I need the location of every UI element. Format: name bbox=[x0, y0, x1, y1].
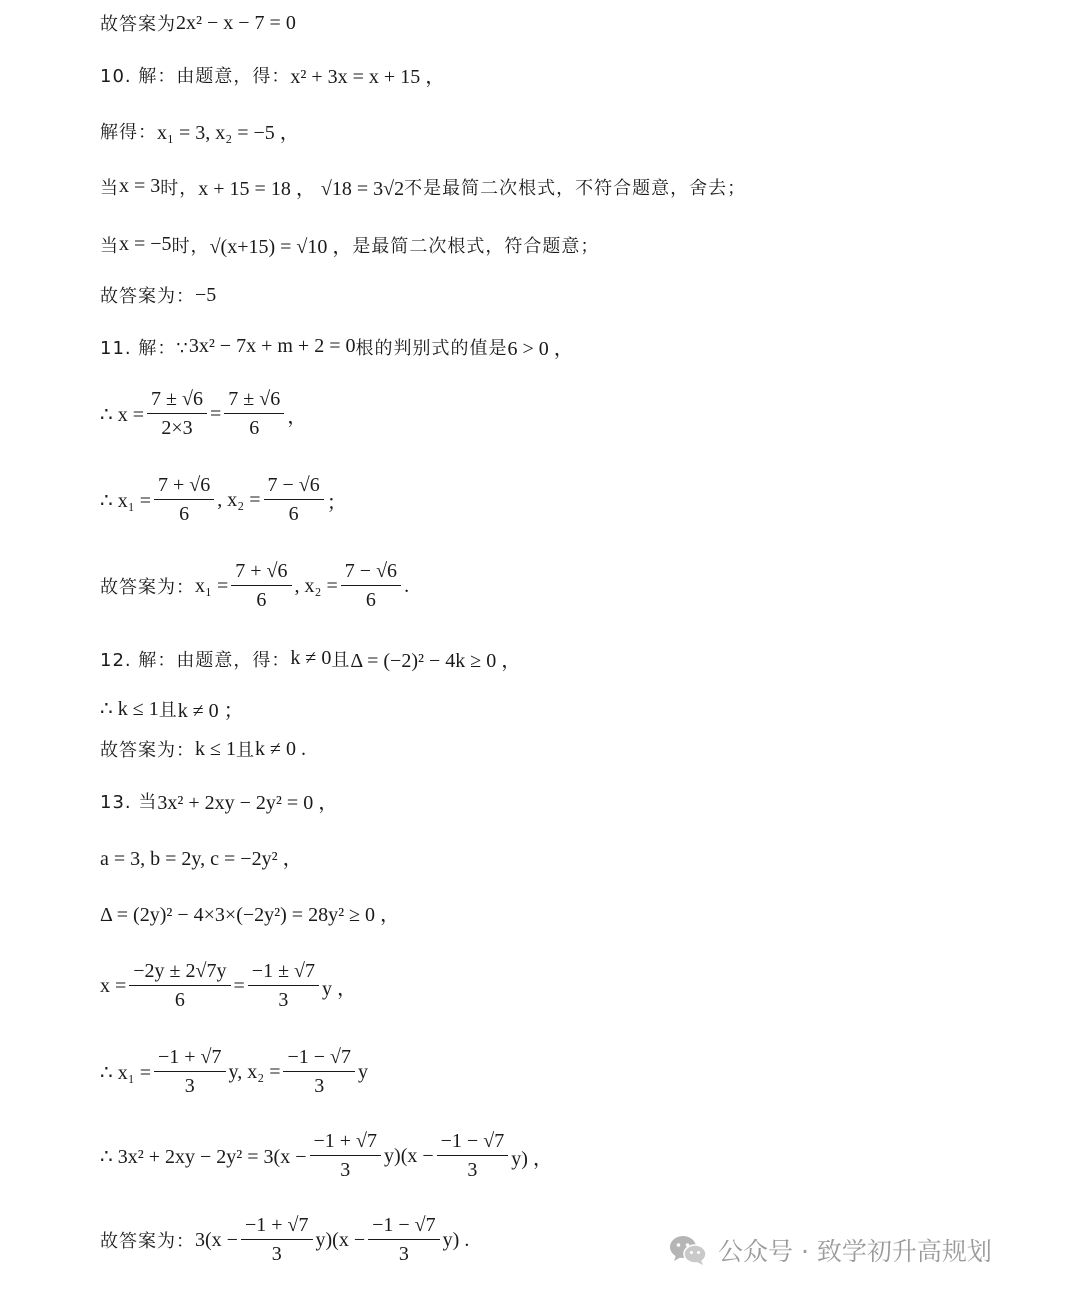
math: y bbox=[358, 1060, 369, 1083]
answer-line bbox=[100, 560, 409, 612]
math: . bbox=[404, 574, 410, 597]
math: x = 3 bbox=[119, 175, 161, 197]
text: 12. 解：由题意，得： bbox=[100, 649, 291, 671]
text: 且 bbox=[331, 649, 351, 671]
answer-line bbox=[100, 736, 306, 762]
numerator: 7 ± √6 bbox=[224, 388, 284, 414]
solution-line bbox=[100, 116, 300, 145]
math: x² + 3x = x + 15 ， bbox=[290, 66, 446, 88]
text: 10. 解：由题意，得： bbox=[100, 65, 291, 87]
text: 且 bbox=[235, 740, 255, 761]
math: ， bbox=[287, 405, 308, 428]
numerator: −1 − √7 bbox=[437, 1130, 509, 1156]
denominator: 3 bbox=[467, 1159, 478, 1181]
text: 故答案为： bbox=[100, 740, 195, 761]
math: Δ = (2y)² − 4×3×(−2y²) = 28y² ≥ 0 ， bbox=[100, 904, 401, 926]
text: 时， bbox=[171, 235, 210, 257]
math: y) . bbox=[442, 1228, 470, 1251]
fraction-line bbox=[100, 388, 307, 440]
denominator: 2×3 bbox=[161, 417, 193, 439]
math: y ， bbox=[322, 977, 358, 1000]
coefficient-line bbox=[100, 842, 303, 871]
text: 故答案为 bbox=[100, 14, 176, 35]
math: y)(x − bbox=[384, 1144, 434, 1167]
math: ∴ 3x² + 2xy − 2y² = 3(x − bbox=[100, 1145, 307, 1168]
math: y)(x − bbox=[315, 1228, 366, 1251]
numerator: 7 ± √6 bbox=[147, 388, 207, 414]
fraction-line bbox=[100, 960, 357, 1012]
math: ∴ x = bbox=[100, 403, 145, 426]
math: 6 > 0 ， bbox=[507, 338, 574, 360]
case-line bbox=[100, 230, 599, 259]
math: k ≤ 1 bbox=[195, 737, 236, 760]
numerator: 7 + √6 bbox=[231, 560, 291, 586]
watermark bbox=[668, 1232, 992, 1268]
text: 解得： bbox=[100, 121, 157, 143]
factorization-line bbox=[100, 1130, 553, 1182]
math: x + 15 = 18 ， √18 = 3√2 bbox=[198, 178, 405, 200]
math: y) ， bbox=[511, 1147, 553, 1170]
fraction bbox=[437, 1130, 509, 1182]
numerator: −1 ± √7 bbox=[248, 960, 319, 986]
fraction bbox=[147, 388, 207, 440]
text: 时， bbox=[160, 177, 199, 199]
result-line bbox=[100, 694, 244, 723]
math: k ≠ 0 bbox=[290, 647, 332, 669]
denominator: 6 bbox=[288, 503, 299, 525]
math: −5 bbox=[195, 283, 217, 306]
fraction bbox=[154, 1046, 226, 1098]
discriminant-line bbox=[100, 898, 400, 927]
text: 根的判别式的值是 bbox=[355, 337, 508, 359]
denominator: 6 bbox=[249, 417, 260, 439]
fraction bbox=[248, 960, 319, 1012]
denominator: 3 bbox=[278, 989, 289, 1011]
math: 2x² − x − 7 = 0 bbox=[176, 11, 296, 34]
math: = bbox=[233, 974, 245, 997]
math: x = bbox=[100, 974, 127, 997]
wechat-icon bbox=[668, 1234, 708, 1266]
denominator: 3 bbox=[398, 1243, 409, 1265]
math: 3x² + 2xy − 2y² = 0 ， bbox=[157, 792, 339, 814]
case-line bbox=[100, 172, 746, 201]
text: 是最简二次根式，符合题意； bbox=[352, 235, 600, 257]
math: ∴ x₁ = bbox=[100, 1061, 151, 1084]
problem-10-line bbox=[100, 60, 445, 89]
numerator: −1 − √7 bbox=[368, 1214, 440, 1240]
answer-line bbox=[100, 282, 216, 308]
math: a = 3, b = 2y, c = −2y² ， bbox=[100, 848, 303, 870]
fraction bbox=[368, 1214, 440, 1266]
fraction bbox=[241, 1214, 313, 1266]
math: ∴ k ≤ 1 bbox=[100, 698, 159, 720]
text: 11. 解：∵ bbox=[100, 337, 189, 359]
math: Δ = (−2)² − 4k ≥ 0 ， bbox=[350, 650, 522, 672]
numerator: −1 + √7 bbox=[154, 1046, 226, 1072]
text: 不是最简二次根式，不符合题意，舍去； bbox=[404, 177, 747, 199]
math: x = −5 bbox=[119, 233, 172, 255]
text: 且 bbox=[158, 699, 178, 721]
fraction bbox=[283, 1046, 355, 1098]
denominator: 3 bbox=[271, 1243, 282, 1265]
fraction-line bbox=[100, 1046, 368, 1098]
denominator: 6 bbox=[174, 989, 185, 1011]
math: k ≠ 0 ； bbox=[177, 700, 244, 722]
denominator: 3 bbox=[314, 1075, 325, 1097]
denominator: 6 bbox=[365, 589, 376, 611]
answer-line bbox=[100, 1214, 469, 1266]
text: 当 bbox=[100, 177, 119, 199]
math: x₁ = 3, x₂ = −5 ， bbox=[157, 122, 300, 144]
fraction bbox=[310, 1130, 382, 1182]
numerator: 7 − √6 bbox=[341, 560, 401, 586]
math: ∴ x₁ = bbox=[100, 489, 151, 512]
fraction bbox=[231, 560, 291, 612]
math: = bbox=[209, 402, 222, 425]
math: 3(x − bbox=[195, 1228, 238, 1251]
numerator: −1 + √7 bbox=[241, 1214, 313, 1240]
denominator: 6 bbox=[179, 503, 190, 525]
math: y, x₂ = bbox=[228, 1060, 281, 1083]
math: k ≠ 0 . bbox=[254, 737, 306, 760]
denominator: 3 bbox=[184, 1075, 195, 1097]
fraction bbox=[129, 960, 230, 1012]
denominator: 3 bbox=[340, 1159, 351, 1181]
denominator: 6 bbox=[256, 589, 267, 611]
math: , x₂ = bbox=[217, 488, 261, 511]
math: ； bbox=[326, 491, 347, 514]
numerator: −1 + √7 bbox=[310, 1130, 382, 1156]
numerator: −2y ± 2√7y bbox=[129, 960, 230, 986]
answer-line bbox=[100, 10, 296, 36]
numerator: 7 + √6 bbox=[154, 474, 214, 500]
numerator: 7 − √6 bbox=[264, 474, 324, 500]
problem-12-line bbox=[100, 644, 521, 673]
fraction bbox=[224, 388, 284, 440]
watermark-text: 公众号 · 致学初升高规划 bbox=[718, 1237, 992, 1266]
fraction bbox=[341, 560, 401, 612]
math: 3x² − 7x + m + 2 = 0 bbox=[188, 335, 356, 357]
fraction bbox=[154, 474, 214, 526]
fraction bbox=[264, 474, 324, 526]
text: 13. 当 bbox=[100, 791, 158, 813]
math: √(x+15) = √10 ， bbox=[209, 236, 353, 258]
text: 故答案为： bbox=[100, 1231, 195, 1252]
text: 故答案为： bbox=[100, 577, 195, 598]
numerator: −1 − √7 bbox=[283, 1046, 355, 1072]
fraction-line bbox=[100, 474, 347, 526]
math: , x₂ = bbox=[294, 574, 338, 597]
problem-13-line bbox=[100, 786, 338, 815]
text: 故答案为： bbox=[100, 286, 195, 307]
problem-11-line bbox=[100, 332, 574, 361]
text: 当 bbox=[100, 235, 119, 257]
math: x₁ = bbox=[195, 574, 229, 597]
